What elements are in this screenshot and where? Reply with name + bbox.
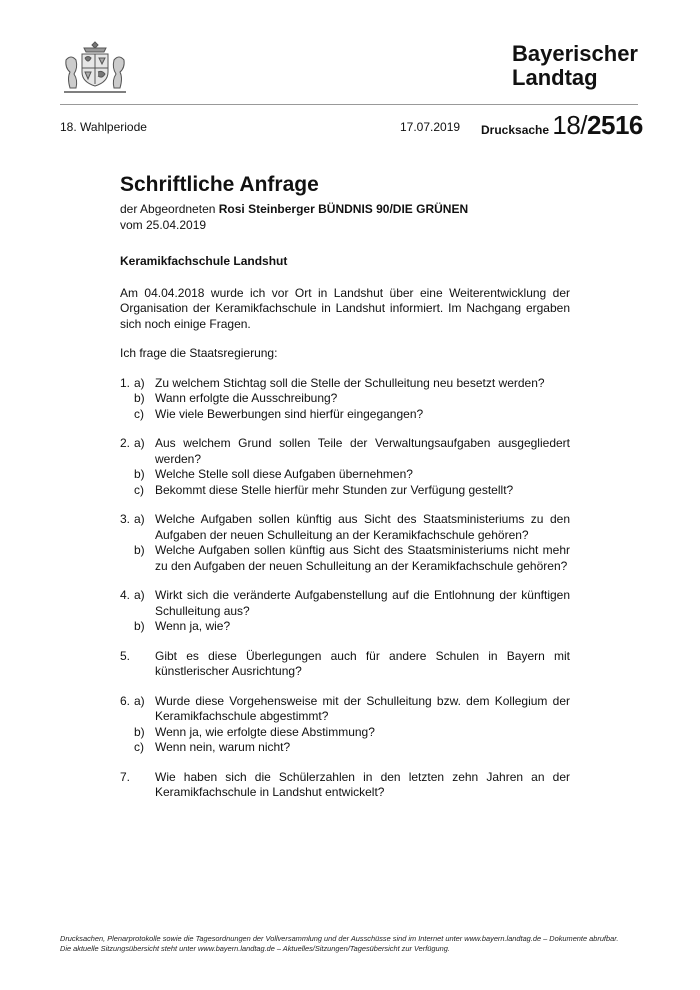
- question-letter: b): [134, 724, 145, 739]
- question-text: Gibt es diese Überlegungen auch für andere Schulen in Bayern mit künstlerischer Ausrichtung?: [155, 648, 570, 678]
- question-number: [120, 391, 134, 407]
- question-number: [120, 467, 134, 483]
- question-group: [120, 436, 570, 498]
- question-text: Wie viele Bewerbungen sind hierfür eingegangen?: [155, 406, 424, 421]
- subject-heading: Keramikfachschule Landshut: [120, 254, 288, 268]
- question-number: 2.: [120, 436, 131, 450]
- question-item: [120, 649, 570, 680]
- question-item: [120, 543, 570, 574]
- question-letter: c): [134, 740, 144, 754]
- question-letter: [134, 770, 155, 801]
- question-letter: b): [134, 391, 145, 405]
- question-item: [120, 467, 570, 483]
- question-group: [120, 588, 570, 635]
- question-letter: b): [134, 543, 145, 557]
- drucksache-number: [481, 110, 643, 141]
- page-title: Schriftliche Anfrage: [120, 173, 319, 196]
- question-item: [120, 391, 570, 407]
- header-divider: [60, 104, 638, 105]
- question-letter: [134, 649, 155, 680]
- question-item: [120, 694, 570, 725]
- question-number: 6.: [120, 693, 131, 708]
- footer-line-2: Die aktuelle Sitzungsübersicht steht unter www.bayern.landtag.de – Aktuelles/Sitzungen/Tagesübersicht zur Verfügung.: [60, 944, 450, 953]
- question-text: Wie haben sich die Schülerzahlen in den letzten zehn Jahren an der Keramikfachschule in Landshut entwickelt?: [155, 769, 570, 799]
- document-body: [120, 172, 570, 815]
- question-number: [120, 725, 134, 741]
- footer-note: [60, 934, 640, 954]
- question-item: [120, 725, 570, 741]
- question-item: [120, 588, 570, 619]
- question-list: [120, 376, 570, 801]
- question-text: Welche Aufgaben sollen künftig aus Sicht des Staatsministeriums zu den Aufgaben der neuen Schulleitung an der Keramikfachschule gehören?: [155, 512, 570, 542]
- document-date: 17.07.2019: [400, 120, 461, 134]
- question-text: Wirkt sich die veränderte Aufgabenstellung auf die Entlohnung der künftigen Schulleitung aus?: [155, 588, 570, 618]
- question-text: Wurde diese Vorgehensweise mit der Schulleitung bzw. dem Kollegium der Keramikfachschule abgestimmt?: [155, 693, 570, 723]
- question-item: [120, 376, 570, 392]
- author-prefix: der Abgeordneten: [120, 202, 219, 216]
- question-letter: b): [134, 467, 145, 481]
- question-text: Wann erfolgte die Ausschreibung?: [155, 391, 338, 405]
- question-group: [120, 649, 570, 680]
- question-letter: a): [134, 693, 145, 708]
- question-letter: a): [134, 375, 145, 390]
- brand-line-2: Landtag: [512, 65, 598, 90]
- question-number: 3.: [120, 512, 131, 526]
- question-number: 7.: [120, 769, 131, 784]
- question-number: 4.: [120, 588, 131, 602]
- intro-paragraph: Am 04.04.2018 wurde ich vor Ort in Landshut über eine Weiterentwicklung der Organisation der Keramikfachschule in Landshut informiert. Im Nachgang ergaben sich noch einige Fragen.: [120, 285, 570, 331]
- question-letter: b): [134, 619, 145, 633]
- question-group: [120, 376, 570, 423]
- brand-wordmark: [512, 42, 638, 90]
- question-group: [120, 512, 570, 574]
- question-text: Wenn ja, wie?: [155, 619, 231, 633]
- question-number: [120, 619, 134, 635]
- question-text: Welche Aufgaben sollen künftig aus Sicht des Staatsministeriums nicht mehr zu den Aufgaben der neuen Schulleitung an der Keramikfachschule gehören?: [155, 543, 570, 573]
- question-number: [120, 740, 134, 756]
- question-item: [120, 740, 570, 756]
- question-item: [120, 407, 570, 423]
- footer-line-1: Drucksachen, Plenarprotokolle sowie die Tagesordnungen der Vollversammlung und der Ausschüsse sind im Internet unter www.bayern.landtag.de – Dokumente abrufbar.: [60, 934, 619, 943]
- question-letter: a): [134, 436, 145, 450]
- drucksache-label: Drucksache: [481, 123, 550, 137]
- question-number: 5.: [120, 648, 131, 663]
- question-lead: Ich frage die Staatsregierung:: [120, 346, 278, 360]
- question-text: Zu welchem Stichtag soll die Stelle der Schulleitung neu besetzt werden?: [155, 375, 545, 390]
- question-text: Wenn ja, wie erfolgte diese Abstimmung?: [155, 724, 375, 739]
- bavarian-coat-of-arms-logo: [60, 38, 130, 96]
- author-line: [120, 202, 570, 218]
- drucksache-prefix: 18/: [552, 110, 588, 140]
- question-letter: c): [134, 406, 144, 421]
- question-text: Welche Stelle soll diese Aufgaben übernehmen?: [155, 467, 413, 481]
- question-letter: c): [134, 482, 144, 497]
- question-item: [120, 619, 570, 635]
- question-letter: a): [134, 588, 145, 602]
- question-text: Aus welchem Grund sollen Teile der Verwaltungsaufgaben ausgegliedert werden?: [155, 436, 570, 466]
- question-item: [120, 436, 570, 467]
- question-group: [120, 694, 570, 756]
- question-number: [120, 543, 134, 574]
- question-item: [120, 770, 570, 801]
- drucksache-main-number: 2516: [587, 110, 643, 140]
- question-number: [120, 483, 134, 499]
- question-text: Wenn nein, warum nicht?: [155, 740, 291, 754]
- brand-line-1: Bayerischer: [512, 41, 638, 66]
- question-item: [120, 512, 570, 543]
- request-date: vom 25.04.2019: [120, 217, 207, 232]
- author-name: Rosi Steinberger BÜNDNIS 90/DIE GRÜNEN: [218, 202, 469, 216]
- question-number: [120, 407, 134, 423]
- question-letter: a): [134, 512, 145, 526]
- question-item: [120, 483, 570, 499]
- question-text: Bekommt diese Stelle hierfür mehr Stunden zur Verfügung gestellt?: [155, 482, 514, 497]
- question-group: [120, 770, 570, 801]
- legislative-period: 18. Wahlperiode: [60, 120, 147, 134]
- question-number: 1.: [120, 375, 131, 390]
